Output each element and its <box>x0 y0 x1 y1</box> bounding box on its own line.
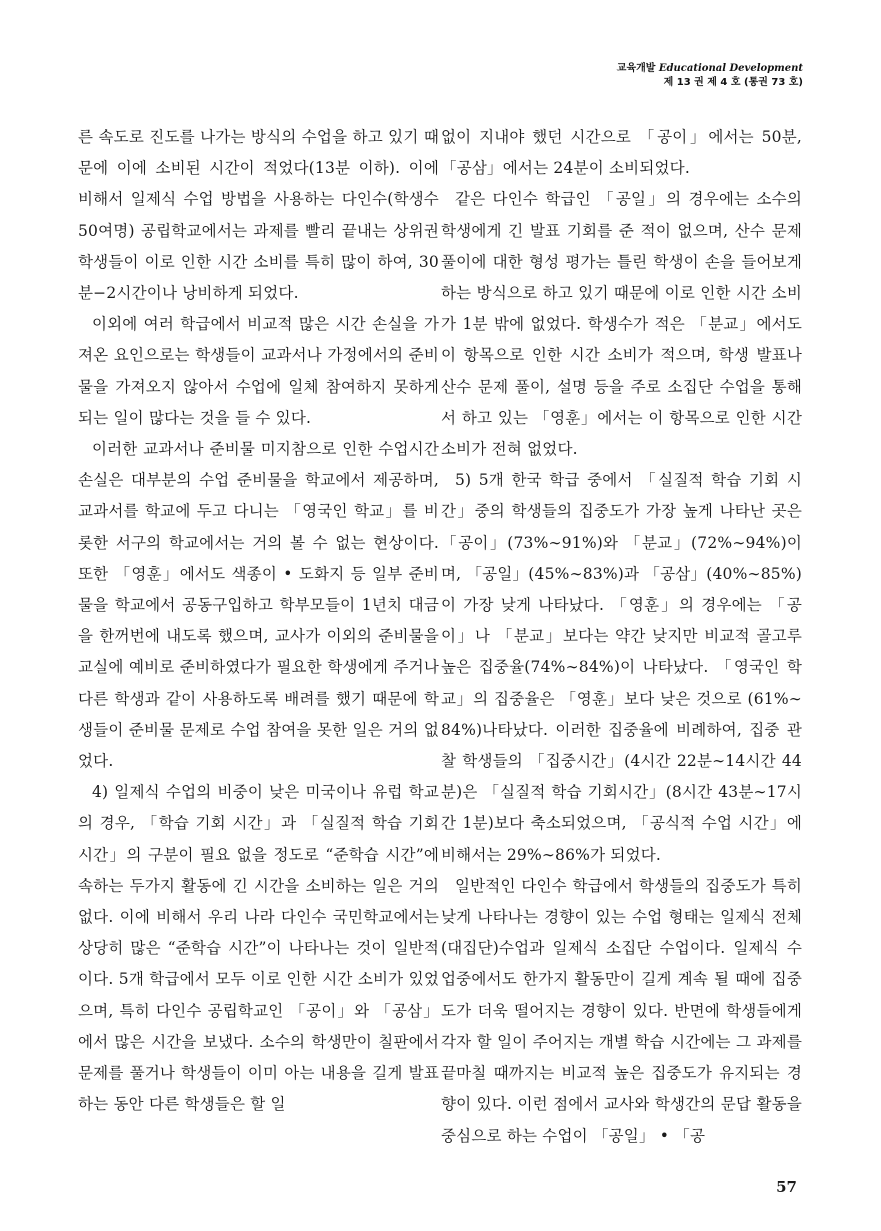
header-journal-kr: 교육개발 <box>616 63 656 74</box>
paragraph: 이러한 교과서나 준비물 미지참으로 인한 수업시간 손실은 대부분의 수업 준비물을 학교에서 제공하며, 교과서를 학교에 두고 다니는 「영국인 학교」를 비롯한 서구의 학교에서는 거의 볼 수 없는 현상이다. 또한 「영훈」에서도 색종이 • 도화지 등 일부 준비물을 학교에서 공동구입하고 학부모들이 1년치 대금을 한꺼번에 내도록 했으며, 교사가 이외의 준비물을 교실에 예비로 준비하였다가 필요한 학생에게 주거나 다른 학생과 같이 사용하도록 배려를 했기 때문에 학생들이 준비물 문제로 수업 참여을 못한 일은 거의 없었다. <box>78 440 439 771</box>
left-column <box>78 122 439 1121</box>
paragraph: 5) 5개 한국 학급 중에서 「실질적 학습 기회 시간」중의 학생들의 집중도가 가장 높게 나타난 곳은 「공이」(73%∼91%)와 「분교」(72%∼94%)이며, 「공일」(45%∼83%)과 「공삼」(40%∼85%)이 가장 낮게 나타났다. 「영훈」의 경우에는 「공이」나 「분교」보다는 약간 낮지만 비교적 골고루 높은 집중율(74%∼84%)이 나타났다. 「영국인 학교」의 집중율은 「영훈」보다 낮은 것으로 (61%∼84%)나타났다. 이러한 집중율에 비례하여, 집중 관찰 학생들의 「집중시간」(4시간 22분∼14시간 44분)은 「실질적 학습 기회시간」(8시간 43분∼17시간 1분)보다 축소되었으며, 「공식적 수업 시간」에 비해서는 29%∼86%가 되었다. <box>441 471 802 864</box>
header-line-1 <box>617 62 803 76</box>
running-header <box>617 62 803 90</box>
right-column <box>441 122 802 1152</box>
paragraph: 같은 다인수 학급인 「공일」의 경우에는 소수의 학생에게 긴 발표 기회를 준 적이 없으며, 산수 문제 풀이에 대한 형성 평가는 틀린 학생이 손을 들어보게 하는 방식으로 하고 있기 때문에 이로 인한 시간 소비가 1분 밖에 없었다. 학생수가 적은 「분교」에서도 이 항목으로 인한 시간 소비가 적으며, 학생 발표나 산수 문제 풀이, 설명 등을 주로 소집단 수업을 통해서 하고 있는 「영훈」에서는 이 항목으로 인한 시간 소비가 전혀 없었다. <box>441 190 802 459</box>
paragraph: 른 속도로 진도를 나가는 방식의 수업을 하고 있기 때문에 이에 소비된 시간이 적었다(13분 이하). 이에 비해서 일제식 수업 방법을 사용하는 다인수(학생수 50여명) 공립학교에서는 과제를 빨리 끝내는 상위권 학생들이 이로 인한 시간 소비를 특히 많이 하여, 30분−2시간이나 낭비하게 되었다. <box>78 128 439 303</box>
paragraph: 이외에 여러 학급에서 비교적 많은 시간 손실을 가져온 요인으로는 학생들이 교과서나 가정에서의 준비물을 가져오지 않아서 수업에 일체 참여하지 못하게 되는 일이 많다는 것을 들 수 있다. <box>78 315 439 427</box>
header-issue: 제 13 권 제 4 호 (통권 73 호) <box>663 77 803 88</box>
paragraph: 4) 일제식 수업의 비중이 낮은 미국이나 유럽 학교의 경우, 「학습 기회 시간」과 「실질적 학습 기회 시간」의 구분이 필요 없을 정도로 “준학습 시간”에 속하는 두가지 활동에 긴 시간을 소비하는 일은 거의 없다. 이에 비해서 우리 나라 다인수 국민학교에서는 상당히 많은 “준학습 시간”이 나타나는 것이 일반적이다. 5개 학급에서 모두 이로 인한 시간 소비가 있었으며, 특히 다인수 공립학교인 「공이」와 「공삼」에서 많은 시간을 보냈다. 소수의 학생만이 칠판에서 문제를 풀거나 학생들이 이미 아는 내용을 길게 발표하는 동안 다른 학생들은 할 일 <box>78 783 439 1114</box>
paragraph: 일반적인 다인수 학급에서 학생들의 집중도가 특히 낮게 나타나는 경향이 있는 수업 형태는 일제식 전체(대집단)수업과 일제식 소집단 수업이다. 일제식 수업중에서도 한가지 활동만이 길게 계속 될 때에 집중도가 더욱 떨어지는 경향이 있다. 반면에 학생들에게 각자 할 일이 주어지는 개별 학습 시간에는 그 과제를 끝마칠 때까지는 비교적 높은 집중도가 유지되는 경향이 있다. 이런 점에서 교사와 학생간의 문답 활동을 중심으로 하는 수업이 「공일」 • 「공 <box>441 876 802 1145</box>
header-journal-en: Educational Development <box>658 63 803 74</box>
paragraph: 없이 지내야 했던 시간으로 「공이」에서는 50분, 「공삼」에서는 24분이 소비되었다. <box>441 128 802 178</box>
page-number: 57 <box>776 1178 797 1196</box>
